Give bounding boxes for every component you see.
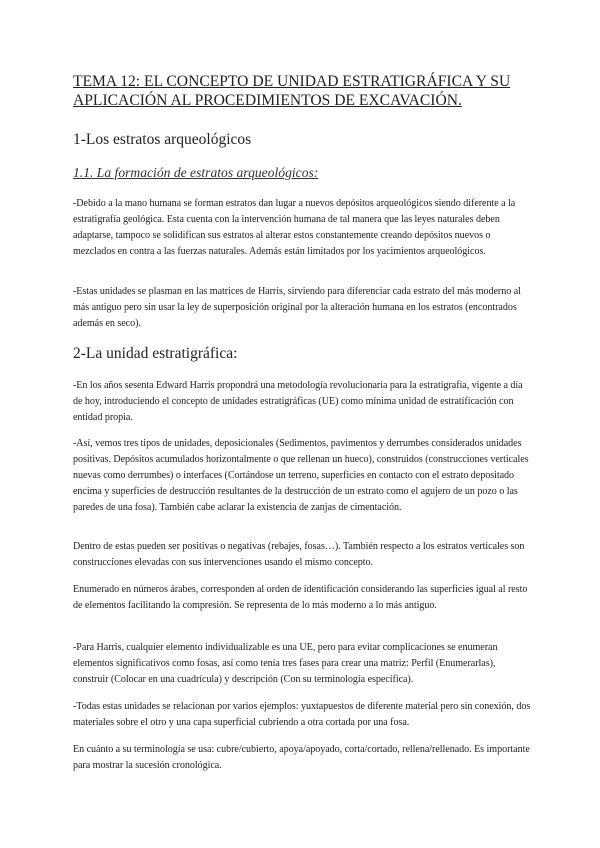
paragraph: -Así, vemos tres tipos de unidades, deposicionales (Sedimentos, pavimentos y derrumbes considerados unidades positivas. Depósitos acumulados horizontalmente o que rellenan un hueco), construidos (construcciones verticales nuevas como derrumbes) o interfaces (Cortándose un terreno, superficies en contacto con el estrato depositado encima y superficies de destrucción resultantes de la destrucción de un estrato como el agujero de un pozo o las paredes de una fosa). También cabe aclarar la existencia de zanjas de cimentación. [73,438,529,513]
paragraph: -Para Harris, cualquier elemento individualizable es una UE, pero para evitar complicaciones se enumeran elementos significativos como fosas, así como tenía tres fases para crear una matriz: Perfil (Enumerarlas), construir (Colocar en una cuadrícula) y descripción (Con su terminología específica). [73,642,498,685]
document-title: TEMA 12: EL CONCEPTO DE UNIDAD ESTRATIGRÁFICA Y SU APLICACIÓN AL PROCEDIMIENTOS DE EXCAVACIÓN. [73,73,511,109]
paragraph: -Debido a la mano humana se forman estratos dan lugar a nuevos depósitos arqueológicos siendo diferente a la estratigrafía geológica. Esta cuenta con la intervención humana de tal manera que las leyes naturales deben adaptarse, tampoco se solidifican sus estratos al alterar estos constantemente creando depósitos nuevos o mezclados en contra a las fuerzas naturales. Además están limitados por los yacimientos arqueológicos. [73,198,516,257]
paragraph: En cuánto a su terminología se usa: cubre/cubierto, apoya/apoyado, corta/cortado, rellena/rellenado. Es importante para mostrar la sucesión cronológica. [73,744,530,771]
paragraph: -Todas estas unidades se relacionan por varios ejemplos: yuxtapuestos de diferente material pero sin conexión, dos materiales sobre el otro y una capa superficial cubriendo a otra cortada por una fosa. [73,701,531,728]
paragraph: Dentro de estas pueden ser positivas o negativas (rebajes, fosas…). También respecto a los estratos verticales son construcciones elevadas con sus intervenciones usando el mismo concepto. [73,541,525,568]
paragraph: -Estas unidades se plasman en las matrices de Harris, sirviendo para diferenciar cada estrato del más moderno al más antiguo pero sin usar la ley de superposición original por la alteración humana en los estratos (encontrados además en seco). [73,286,521,329]
paragraph: -En los años sesenta Edward Harris propondrá una metodología revolucionaria para la estratigrafía, vigente a día de hoy, introduciendo el concepto de unidades estratigráficas (UE) como mínima unidad de estratificación con entidad propia. [73,380,523,423]
section-1-1-subheading: 1.1. La formación de estratos arqueológicos: [73,165,319,180]
paragraph: Enumerado en números árabes, corresponden al orden de identificación considerando las superficies igual al resto de elementos facilitando la compresión. Se representa de lo más moderno a lo más antiguo. [73,584,528,611]
section-2-heading: 2-La unidad estratigráfica: [73,345,238,362]
section-1-heading: 1-Los estratos arqueológicos [73,131,252,148]
